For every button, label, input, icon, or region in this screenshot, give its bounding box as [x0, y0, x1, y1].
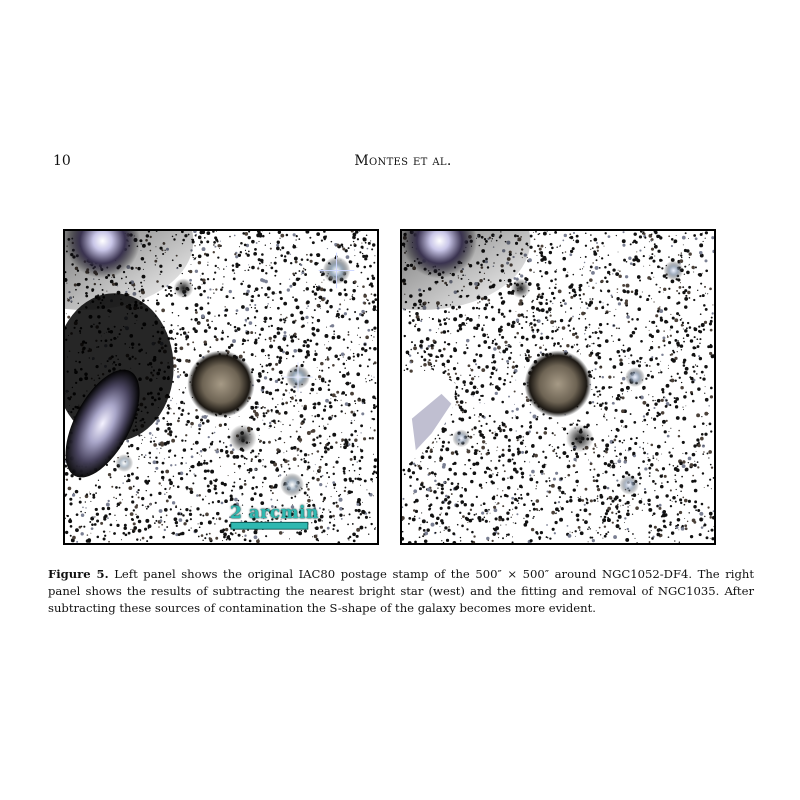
- star: [452, 429, 470, 447]
- ngc1052-df4-galaxy: [524, 350, 591, 417]
- scale-bar-label: 2 arcmin: [230, 503, 319, 523]
- right-panel-image: [400, 229, 716, 545]
- page-number: 10: [53, 153, 71, 169]
- caption-text: Left panel shows the original IAC80 postage stamp of the 500″ × 500″ around NGC1052-DF4. The right panel shows the results of subtracting the nearest bright star (west) and the fitting and removal of NGC1035. After subtracting these sources of contamination the S-shape of the galaxy becomes more evident.: [48, 567, 755, 615]
- dark-source: [511, 278, 531, 298]
- scale-bar: [231, 522, 308, 529]
- figure-caption: [48, 566, 754, 617]
- star: [664, 261, 684, 281]
- dark-source: [229, 425, 257, 453]
- figure-label: Figure 5.: [48, 567, 109, 581]
- star: [115, 454, 133, 472]
- running-head: Montes et al.: [354, 153, 452, 169]
- star: [280, 473, 304, 497]
- left-panel-image: [63, 229, 379, 545]
- star: [625, 367, 645, 387]
- left-panel-svg: [65, 231, 377, 543]
- star: [619, 475, 639, 495]
- ngc1052-df4-galaxy: [187, 350, 254, 417]
- page-header: [53, 153, 753, 175]
- dark-source: [174, 278, 194, 298]
- right-panel-svg: [402, 231, 714, 543]
- dark-source: [566, 425, 594, 453]
